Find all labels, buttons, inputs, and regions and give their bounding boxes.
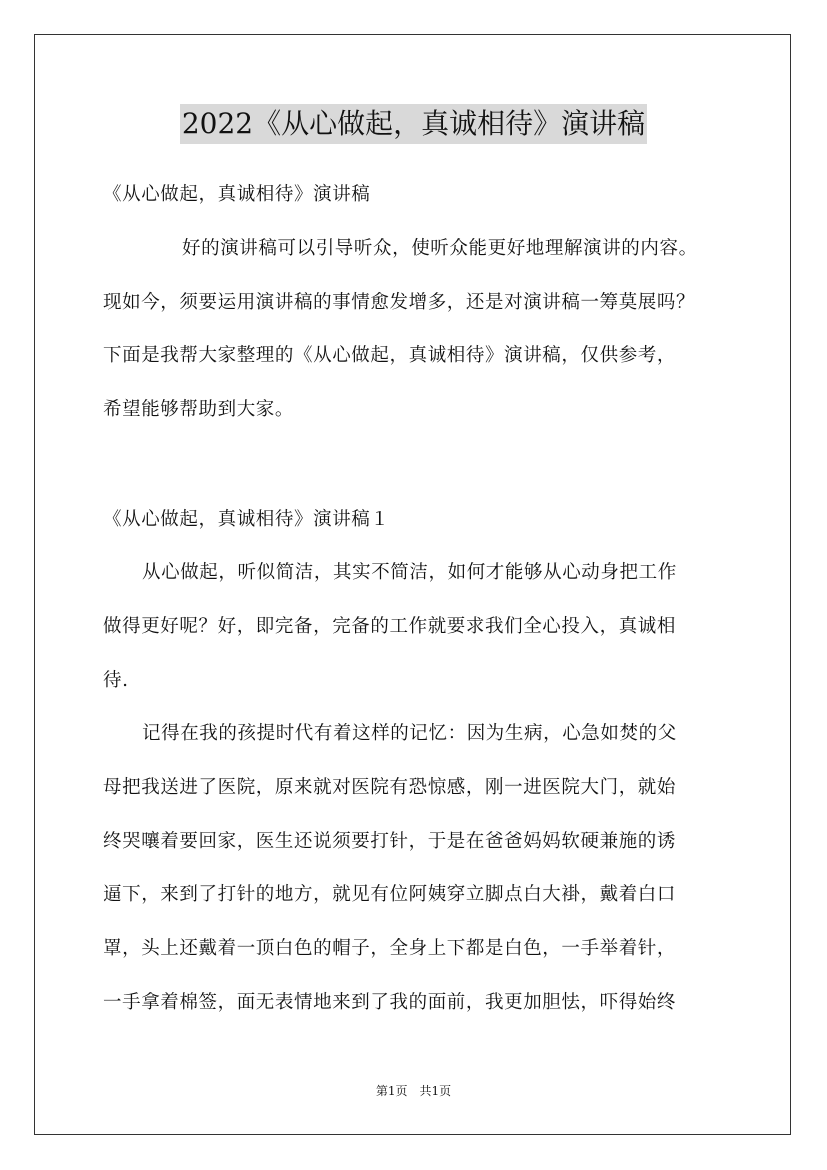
body-line: 一手拿着棉签，面无表情地来到了我的面前，我更加胆怯，吓得始终 [103, 992, 677, 1013]
body-line: 终哭嚷着要回家，医生还说须要打针，于是在爸爸妈妈软硬兼施的诱 [103, 831, 677, 852]
body-line: 记得在我的孩提时代有着这样的记忆：因为生病，心急如焚的父 [142, 723, 677, 744]
intro-line: 下面是我帮大家整理的《从心做起，真诚相待》演讲稿，仅供参考， [103, 345, 677, 366]
section-heading: 《从心做起，真诚相待》演讲稿１ [103, 509, 390, 530]
intro-line: 希望能够帮助到大家。 [103, 399, 295, 420]
document-title-block [0, 104, 827, 144]
intro-line: 现如今，须要运用演讲稿的事情愈发增多，还是对演讲稿一筹莫展吗？ [103, 292, 696, 313]
body-line: 逼下，来到了打针的地方，就见有位阿姨穿立脚点白大褂，戴着白口 [103, 884, 677, 905]
document-title: 2022《从心做起，真诚相待》演讲稿 [180, 104, 647, 144]
body-line: 从心做起，听似简洁，其实不简洁，如何才能够从心动身把工作 [142, 562, 677, 583]
body-line: 做得更好呢？好，即完备，完备的工作就要求我们全心投入，真诚相 [103, 616, 677, 637]
body-line: 待. [103, 670, 129, 691]
body-line: 母把我送进了医院，原来就对医院有恐惊感，刚一进医院大门，就始 [103, 777, 677, 798]
page-footer: 第1页 共1页 [375, 1084, 452, 1098]
document-subtitle: 《从心做起，真诚相待》演讲稿 [103, 184, 371, 205]
intro-line: 好的演讲稿可以引导听众，使听众能更好地理解演讲的内容。 [182, 238, 698, 259]
body-line: 罩，头上还戴着一顶白色的帽子，全身上下都是白色，一手举着针， [103, 938, 677, 959]
